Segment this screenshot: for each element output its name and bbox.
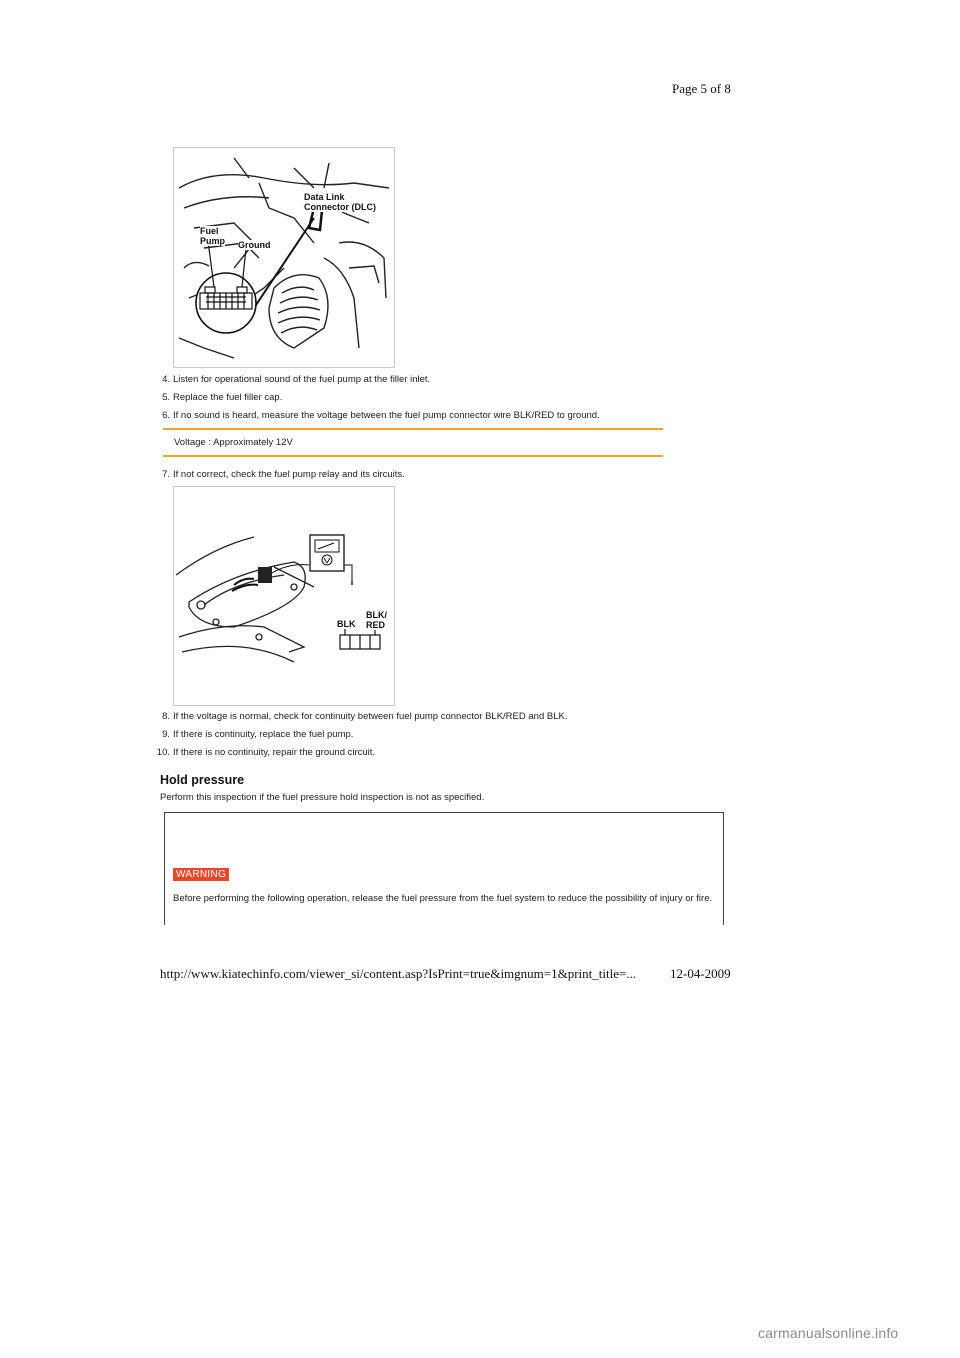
figure-voltmeter-diagram <box>173 486 395 706</box>
list-item: 10. If there is no continuity, repair the ground circuit. <box>156 747 376 758</box>
label-fuel-pump: Fuel Pump <box>200 226 226 246</box>
list-item: 6. If no sound is heard, measure the voltage between the fuel pump connector wire BLK/RED to ground. <box>162 410 600 421</box>
warning-text: Before performing the following operation, release the fuel pressure from the fuel system to reduce the possibility of injury or fire. <box>173 893 713 904</box>
label-blk-red: BLK/ RED <box>366 610 387 630</box>
label-blk: BLK <box>337 619 356 629</box>
list-item: 4. Listen for operational sound of the fuel pump at the filler inlet. <box>162 374 431 385</box>
footer-date: 12-04-2009 <box>670 966 731 981</box>
list-item: 5. Replace the fuel filler cap. <box>162 392 283 403</box>
footer-url[interactable]: http://www.kiatechinfo.com/viewer_si/content.asp?IsPrint=true&imgnum=1&print_title=... <box>160 966 637 981</box>
figure-dlc-diagram <box>173 147 395 368</box>
spec-voltage: Voltage : Approximately 12V <box>174 437 293 448</box>
spec-bottom-rule <box>163 455 663 457</box>
list-item: 8. If the voltage is normal, check for continuity between fuel pump connector BLK/RED and BLK. <box>162 711 568 722</box>
warning-box <box>164 812 724 925</box>
watermark: carmanualsonline.info <box>758 1325 899 1341</box>
section-intro: Perform this inspection if the fuel pressure hold inspection is not as specified. <box>160 792 485 803</box>
spec-top-rule <box>163 428 663 430</box>
list-item: 9. If there is continuity, replace the fuel pump. <box>162 729 354 740</box>
fuel-tank-voltmeter-illustration <box>174 487 394 705</box>
page-number: Page 5 of 8 <box>672 81 731 96</box>
spec-box <box>163 428 663 457</box>
section-heading: Hold pressure <box>160 773 245 787</box>
label-ground: Ground <box>238 240 271 250</box>
warning-badge: WARNING <box>173 868 229 881</box>
label-data-link-connector: Data Link Connector (DLC) <box>304 192 376 212</box>
list-item: 7. If not correct, check the fuel pump relay and its circuits. <box>162 469 405 480</box>
engine-bay-illustration <box>174 148 394 367</box>
